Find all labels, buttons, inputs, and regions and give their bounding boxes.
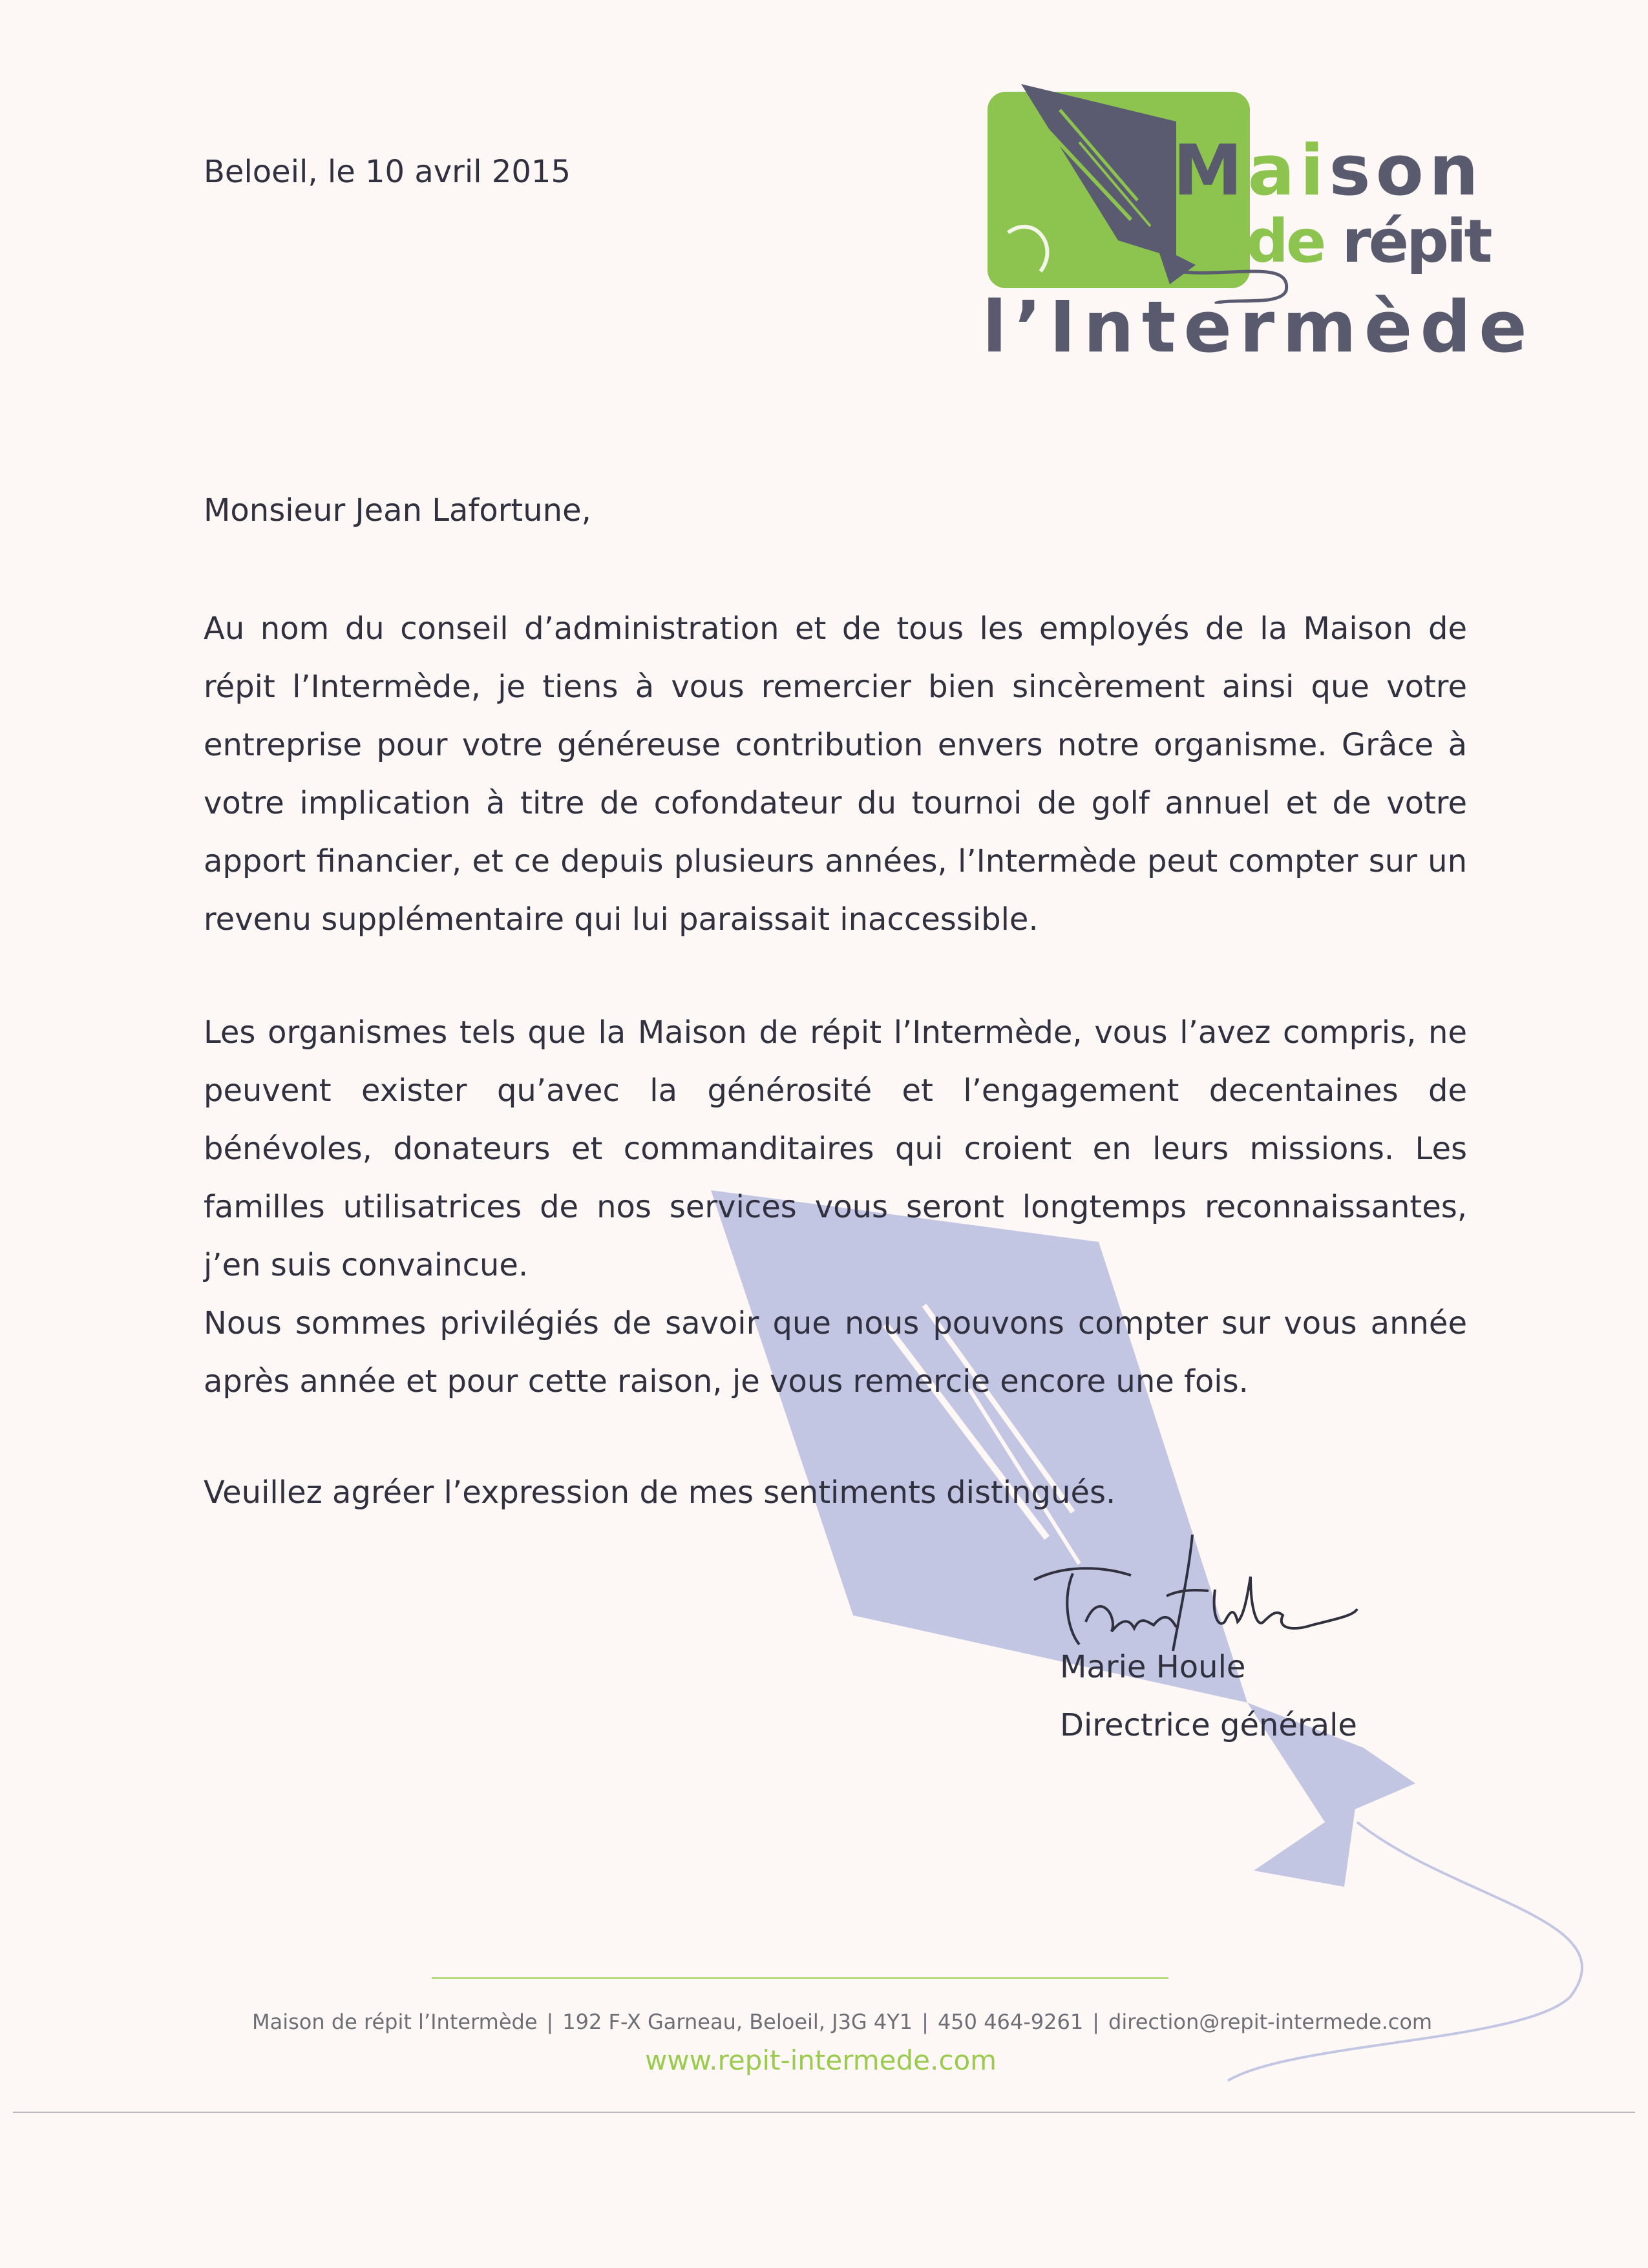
letter-date: Beloeil, le 10 avril 2015 [204, 154, 571, 190]
logo-word-repit: répit [1324, 207, 1490, 276]
salutation: Monsieur Jean Lafortune, [204, 492, 591, 529]
footer-separator: | [1092, 2010, 1100, 2034]
handwritten-signature [1028, 1518, 1370, 1667]
logo-word-intermede: l’Intermède [982, 286, 1535, 368]
paragraph-2: Les organismes tels que la Maison de répit l’Intermède, vous l’avez compris, ne peuvent exister qu’avec la générosité et l’engagement decentaines de bénévoles, donateurs et commanditaires qui croient en leurs missions. Les familles utilisatrices de nos services vous seront longtemps reconnaissantes, j’en suis convaincue. [204, 1014, 1467, 1283]
logo-letters-ai: ai [1247, 131, 1329, 211]
footer-address: 192 F-X Garneau, Beloeil, J3G 4Y1 [562, 2010, 913, 2034]
logo-word-de-repit [1246, 207, 1490, 276]
footer-separator: | [546, 2010, 554, 2034]
logo-word-de: de [1246, 207, 1324, 276]
logo-letters-son: son [1329, 131, 1484, 211]
footer-contact-line [252, 2010, 1432, 2034]
signatory-title: Directrice générale [1060, 1707, 1357, 1743]
paragraph-3: Nous sommes privilégiés de savoir que nous pouvons compter sur vous année après année et pour cette raison, je vous remercie encore une fois. [204, 1305, 1467, 1400]
logo-letter-m: M [1173, 131, 1248, 211]
organization-logo [982, 84, 1535, 375]
footer-phone: 450 464-9261 [937, 2010, 1084, 2034]
scan-page-edge [13, 2112, 1635, 2113]
footer-separator: | [922, 2010, 929, 2034]
footer-website-link[interactable]: www.repit-intermede.com [644, 2044, 997, 2076]
footer-org: Maison de répit l’Intermède [252, 2010, 538, 2034]
footer-email[interactable]: direction@repit-intermede.com [1108, 2010, 1433, 2034]
closing-line: Veuillez agréer l’expression de mes sentiments distingués. [204, 1475, 1116, 1511]
paragraph-1: Au nom du conseil d’administration et de tous les employés de la Maison de répit l’Intermède, je tiens à vous remercier bien sincèrement ainsi que votre entreprise pour votre généreuse contribution envers notre organisme. Grâce à votre implication à titre de cofondateur du tournoi de golf annuel et de votre apport financier, et ce depuis plusieurs années, l’Intermède peut compter sur un revenu supplémentaire qui lui paraissait inaccessible. [204, 611, 1467, 938]
logo-word-maison [1173, 131, 1484, 211]
signatory-name: Marie Houle [1060, 1649, 1246, 1685]
footer-divider [432, 1977, 1168, 1979]
